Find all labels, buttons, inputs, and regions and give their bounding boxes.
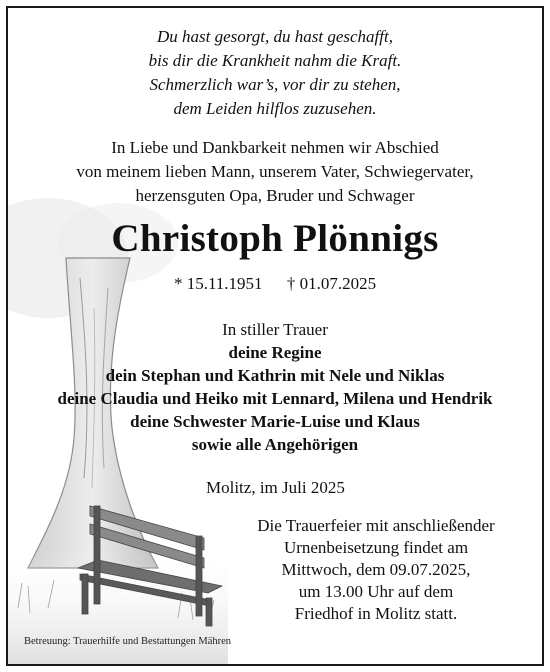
funeral-line: Mittwoch, dem 09.07.2025, [281,560,471,579]
poem-line: bis dir die Krankheit nahm die Kraft. [148,51,402,70]
poem-line: dem Leiden hilflos zuzusehen. [173,99,377,118]
funeral-line: Friedhof in Molitz statt. [294,604,458,623]
mourners-list [8,318,542,456]
deceased-name: Christoph Plönnigs [111,217,439,260]
poem-line: Schmerzlich war’s, vor dir zu stehen, [149,75,401,94]
funeral-home-credit: Betreuung: Trauerhilfe und Bestattungen Mähren [24,636,232,647]
death-date: † 01.07.2025 [286,274,377,293]
funeral-line: um 13.00 Uhr auf dem [298,582,454,601]
mourner-line: sowie alle Angehörigen [191,435,359,454]
mourner-line: deine Schwester Marie-Luise und Klaus [130,412,420,431]
intro-line: herzensguten Opa, Bruder und Schwager [135,186,415,205]
mourner-line: dein Stephan und Kathrin mit Nele und Niklas [105,366,445,385]
intro-line: In Liebe und Dankbarkeit nehmen wir Abschied [111,138,439,157]
funeral-line: Die Trauerfeier mit anschließender [257,516,495,535]
obituary-notice [6,6,544,666]
poem [8,25,542,121]
mourning-intro: In stiller Trauer [222,320,328,339]
mourner-line: deine Claudia und Heiko mit Lennard, Milena und Hendrik [57,389,493,408]
poem-line: Du hast gesorgt, du hast geschafft, [157,27,393,46]
farewell-intro [8,136,542,208]
funeral-details [236,515,516,625]
place-and-date: Molitz, im Juli 2025 [206,478,345,497]
funeral-line: Urnenbeisetzung findet am [283,538,469,557]
intro-line: von meinem lieben Mann, unserem Vater, Schwiegervater, [76,162,474,181]
birth-date: * 15.11.1951 [173,274,263,293]
life-dates [8,274,542,294]
mourner-line: deine Regine [228,343,322,362]
